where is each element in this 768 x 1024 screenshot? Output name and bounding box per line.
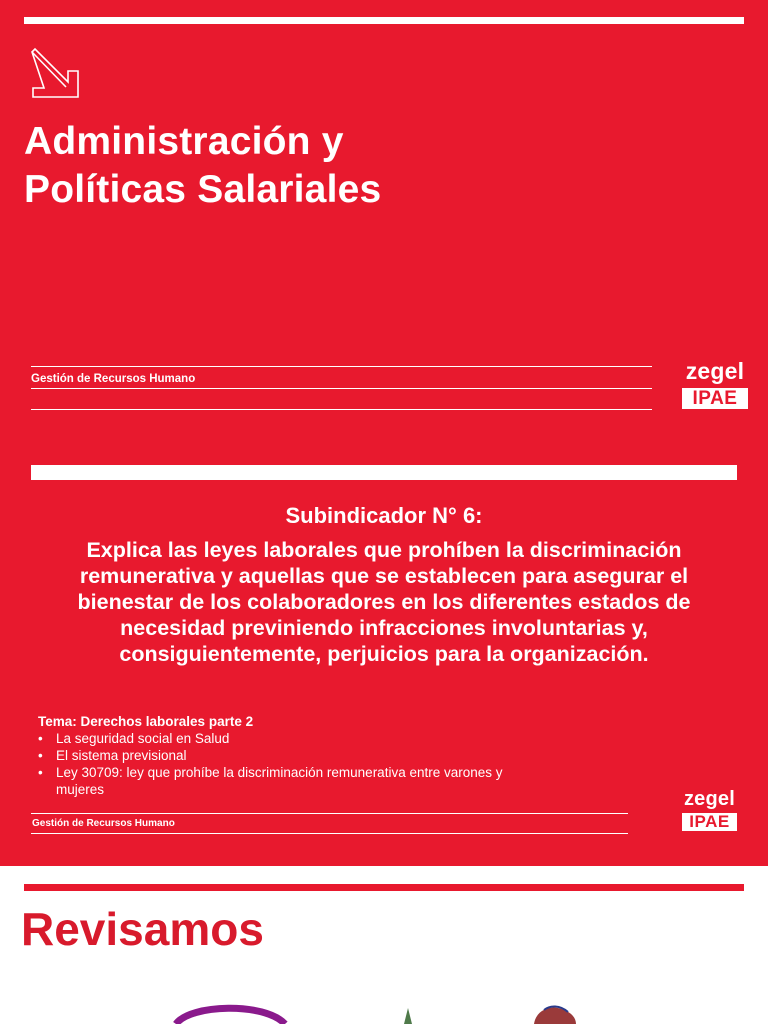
zegel-ipae-logo bbox=[682, 788, 737, 831]
top-red-bar bbox=[24, 884, 744, 891]
title-line-1: Administración y bbox=[24, 120, 344, 163]
course-footer-label: Gestión de Recursos Humano bbox=[31, 373, 196, 385]
footer-divider-mid bbox=[31, 388, 652, 389]
bullet-icon: • bbox=[38, 731, 43, 746]
page-title bbox=[24, 118, 381, 214]
topic-block bbox=[38, 713, 508, 798]
list-item-text: Ley 30709: ley que prohíbe la discriminación remunerativa entre varones y mujeres bbox=[56, 765, 503, 797]
logo-ipae-text: IPAE bbox=[682, 813, 737, 831]
course-footer-label: Gestión de Recursos Humano bbox=[32, 818, 175, 829]
circle-illustration-icon bbox=[170, 996, 290, 1024]
zegel-ipae-logo bbox=[682, 358, 748, 409]
arrow-down-right-icon bbox=[30, 47, 80, 99]
footer-divider-bottom bbox=[31, 833, 628, 834]
list-item bbox=[38, 764, 508, 798]
footer-divider-top bbox=[31, 813, 628, 814]
logo-zegel-text: zegel bbox=[685, 358, 745, 384]
list-item bbox=[38, 730, 508, 747]
subindicator-heading: Subindicador N° 6: bbox=[285, 503, 483, 528]
review-title: Revisamos bbox=[21, 903, 264, 955]
person-illustration-icon bbox=[530, 1004, 580, 1024]
topic-list bbox=[38, 730, 508, 798]
subindicator-slide bbox=[0, 433, 768, 866]
bullet-icon: • bbox=[38, 748, 43, 763]
footer-divider-top bbox=[31, 366, 652, 367]
title-line-2: Políticas Salariales bbox=[24, 168, 382, 211]
plant-illustration-icon bbox=[398, 1008, 418, 1024]
list-item-text: El sistema previsional bbox=[56, 748, 187, 763]
cover-slide bbox=[0, 0, 768, 433]
topic-heading: Tema: Derechos laborales parte 2 bbox=[38, 714, 254, 729]
list-item-text: La seguridad social en Salud bbox=[56, 731, 230, 746]
subindicator-description: Explica las leyes laborales que prohíben la discriminación remunerativa y aquellas que se establecen para asegurar el bienestar de los colaboradores en los diferentes estados de necesidad previniendo infracciones involuntarias y, consiguientemente, perjuicios para la organización. bbox=[77, 538, 691, 666]
logo-ipae-text: IPAE bbox=[682, 388, 748, 409]
logo-zegel-text: zegel bbox=[683, 788, 736, 810]
review-slide bbox=[0, 866, 768, 1024]
footer-divider-bottom bbox=[31, 409, 652, 410]
header-white-bar bbox=[31, 465, 737, 480]
top-white-bar bbox=[24, 17, 744, 24]
bullet-icon: • bbox=[38, 765, 43, 780]
list-item bbox=[38, 747, 508, 764]
